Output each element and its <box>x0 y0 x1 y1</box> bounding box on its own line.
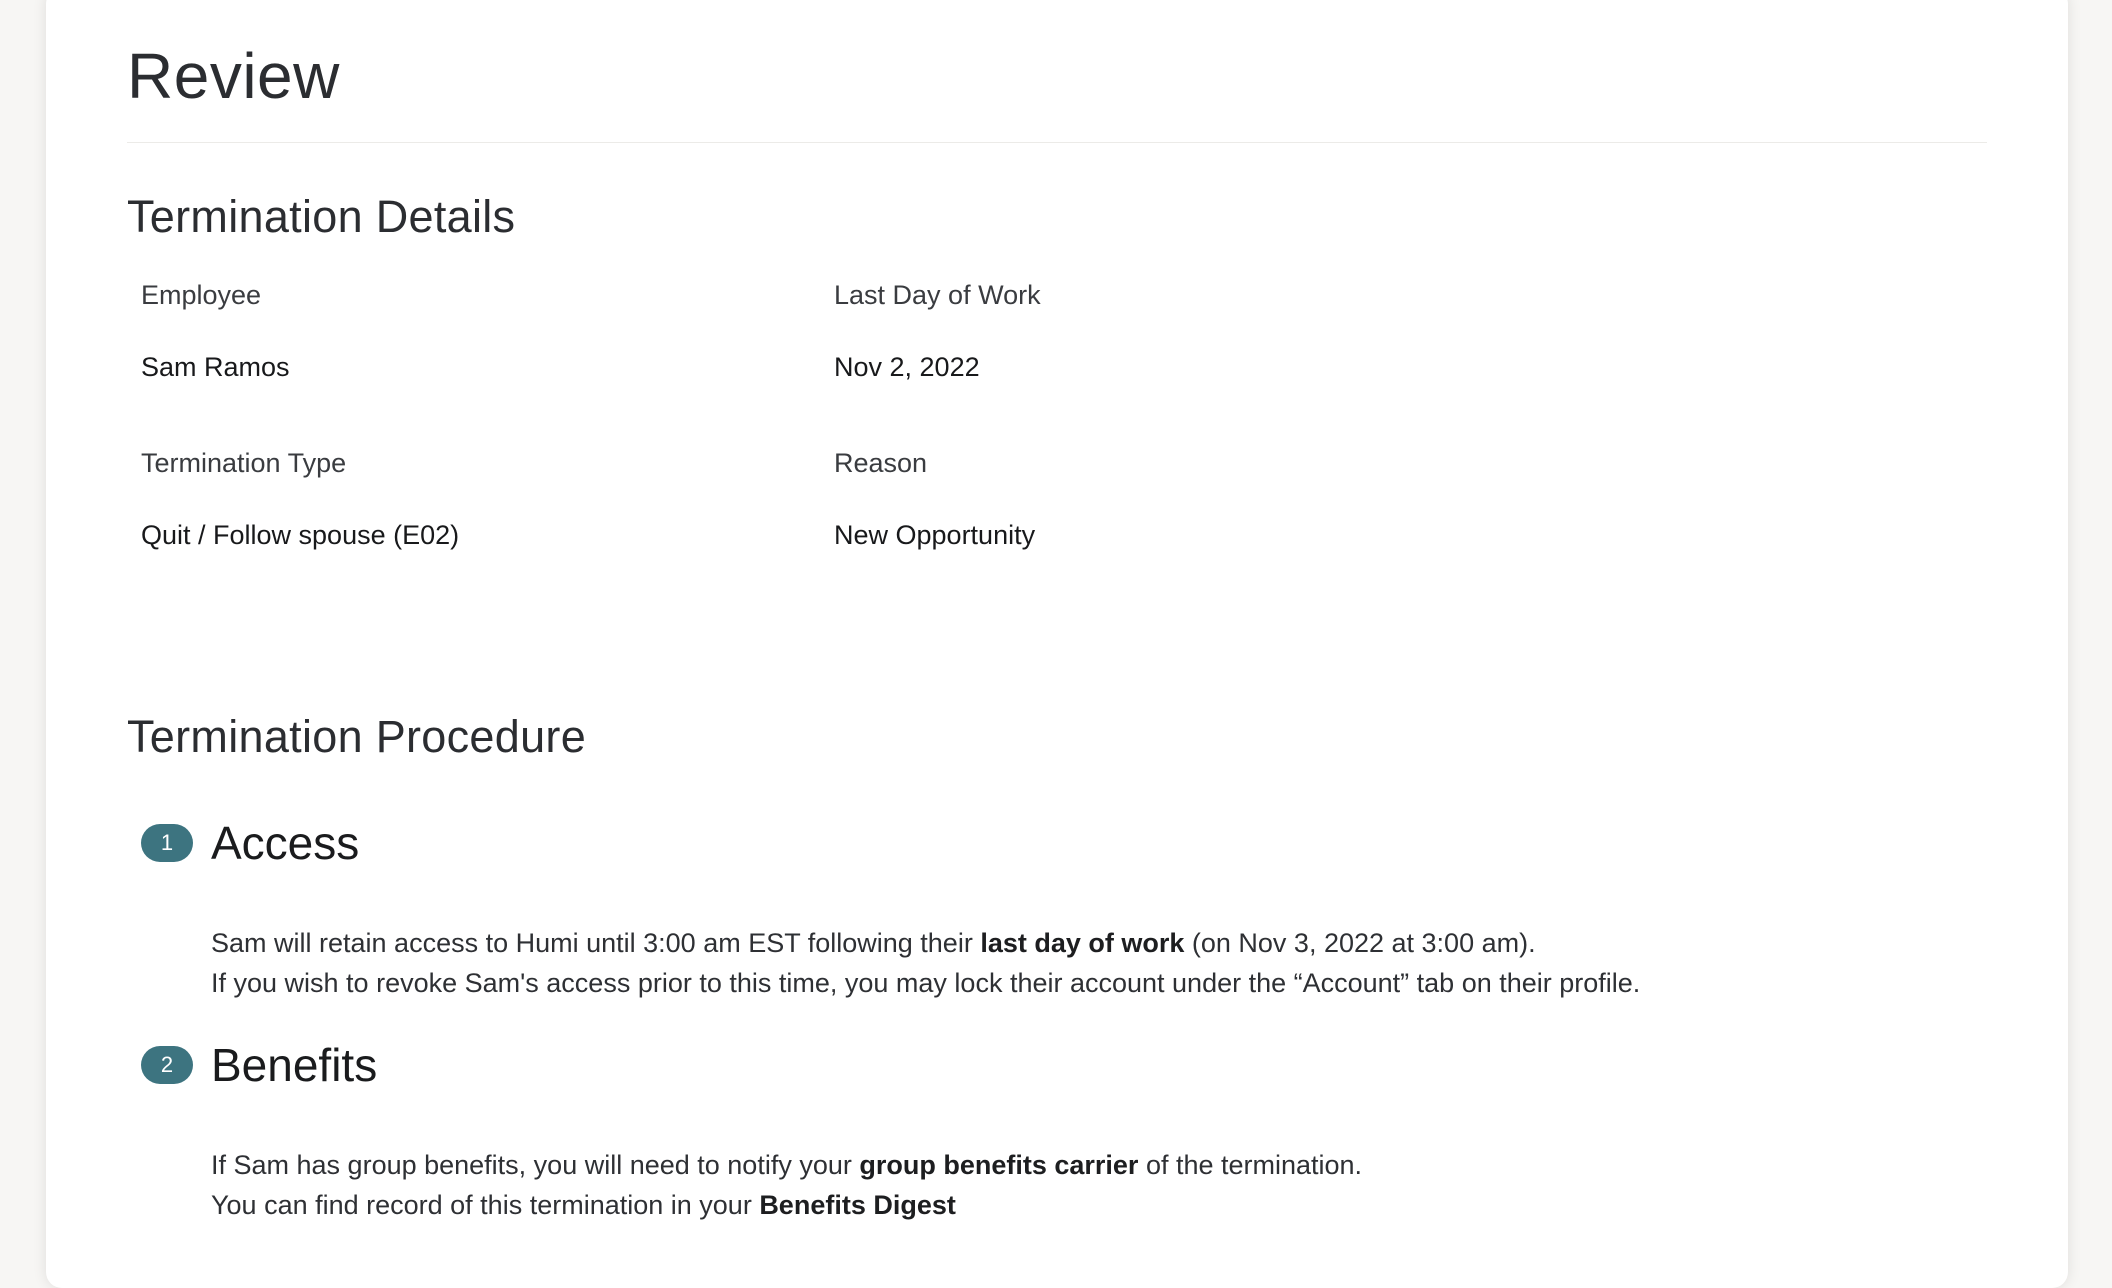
step-benefits-body <box>127 1145 1987 1225</box>
termination-details-heading: Termination Details <box>127 191 516 242</box>
step-benefits-title: Benefits <box>211 1039 378 1091</box>
access-line-1 <box>211 923 1987 963</box>
step-access-body <box>127 923 1987 1003</box>
step-number-badge: 1 <box>141 824 193 862</box>
title-divider <box>127 142 1987 143</box>
step-number-badge: 2 <box>141 1046 193 1084</box>
benefits-text-end: of the termination. <box>1138 1150 1363 1180</box>
access-text-start: Sam will retain access to Humi until 3:00 am EST following their <box>211 928 981 958</box>
benefits-bold-text: group benefits carrier <box>859 1150 1139 1180</box>
access-text-end: (on Nov 3, 2022 at 3:00 am). <box>1184 928 1536 958</box>
step-access-header <box>127 815 1987 871</box>
reason-label: Reason <box>834 448 928 478</box>
termination-details-grid <box>127 277 1987 613</box>
benefits-line-2 <box>211 1185 1987 1225</box>
termination-type-value: Quit / Follow spouse (E02) <box>141 520 460 550</box>
reason-field <box>834 445 1534 613</box>
employee-field <box>141 277 834 445</box>
termination-type-field <box>141 445 834 613</box>
benefits-text-start: If Sam has group benefits, you will need to notify your <box>211 1150 860 1180</box>
employee-label: Employee <box>141 280 262 310</box>
review-card <box>46 0 2068 1288</box>
last-day-field <box>834 277 1534 445</box>
employee-value: Sam Ramos <box>141 352 290 382</box>
termination-procedure-heading: Termination Procedure <box>127 711 587 762</box>
reason-value: New Opportunity <box>834 520 1036 550</box>
last-day-label: Last Day of Work <box>834 280 1041 310</box>
step-access-title: Access <box>211 817 360 869</box>
access-bold-text: last day of work <box>980 928 1185 958</box>
step-benefits-header <box>127 1037 1987 1093</box>
benefits-line-1 <box>211 1145 1987 1185</box>
benefits-digest-bold: Benefits Digest <box>759 1190 956 1220</box>
termination-type-label: Termination Type <box>141 448 347 478</box>
benefits-digest-text: You can find record of this termination in your <box>211 1190 760 1220</box>
last-day-value: Nov 2, 2022 <box>834 352 980 382</box>
access-line-2: If you wish to revoke Sam's access prior to this time, you may lock their account under the “Account” tab on their profile. <box>211 968 1641 998</box>
page-title: Review <box>127 40 340 112</box>
